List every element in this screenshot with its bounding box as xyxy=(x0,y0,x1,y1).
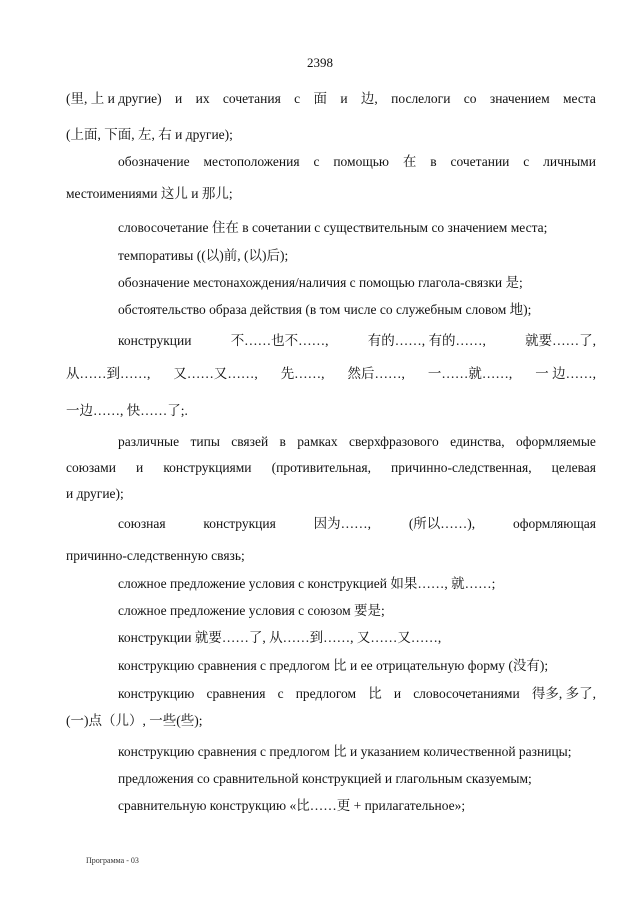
word: места xyxy=(562,91,596,106)
word: и xyxy=(340,91,348,106)
word: 先……, xyxy=(280,366,325,381)
text-line-9 xyxy=(118,333,596,349)
word: оформляемые xyxy=(516,434,596,449)
word: с xyxy=(523,154,530,169)
word: 然后……, xyxy=(347,366,405,381)
text-line-21 xyxy=(118,686,596,702)
word: в xyxy=(279,434,286,449)
word: и xyxy=(175,91,183,106)
text-line-1 xyxy=(66,91,596,107)
text-line-22: (一)点（儿）, 一些(些); xyxy=(66,713,203,728)
word: конструкциями xyxy=(163,460,252,475)
word: с xyxy=(313,154,320,169)
word: личными xyxy=(543,154,596,169)
word: причинно-следственная, xyxy=(391,460,532,475)
word: сочетании xyxy=(450,154,510,169)
text-line-23: конструкцию сравнения с предлогом 比 и указанием количественной разницы; xyxy=(118,744,572,759)
text-line-19: конструкции 就要……了, 从……到……, 又……又……, xyxy=(118,630,442,645)
text-line-10 xyxy=(66,366,596,382)
word: 在 xyxy=(402,154,417,169)
word: единства, xyxy=(450,434,505,449)
word: типы xyxy=(190,434,220,449)
word: конструкцию xyxy=(118,686,195,701)
word: различные xyxy=(118,434,180,449)
word: 又……又……, xyxy=(173,366,258,381)
word: союзами xyxy=(66,460,116,475)
word: помощью xyxy=(333,154,389,169)
word: с xyxy=(277,686,284,701)
word: 边, xyxy=(360,91,378,106)
word: конструкция xyxy=(203,516,276,531)
text-line-8: обстоятельство образа действия (в том числе со служебным словом 地); xyxy=(118,302,532,317)
text-line-24: предложения со сравнительной конструкцией и глагольным сказуемым; xyxy=(118,771,532,786)
text-line-15 xyxy=(118,516,596,532)
word: с xyxy=(294,91,301,106)
word: 一 边……, xyxy=(535,366,596,381)
word: 从……到……, xyxy=(66,366,151,381)
word: и xyxy=(136,460,144,475)
text-line-20: конструкцию сравнения с предлогом 比 и ее отрицательную форму (没有); xyxy=(118,658,549,673)
word: (里, 上 и другие) xyxy=(66,91,162,106)
word: (противительная, xyxy=(271,460,371,475)
word: 有的……, 有的……, xyxy=(367,333,486,348)
word: (所以……), xyxy=(408,516,476,531)
text-line-25: сравнительную конструкцию «比……更 + прилагательное»; xyxy=(118,798,466,813)
word: послелоги xyxy=(391,91,451,106)
text-line-7: обозначение местонахождения/наличия с помощью глагола-связки 是; xyxy=(118,275,523,290)
word: связей xyxy=(231,434,269,449)
text-line-13 xyxy=(66,460,596,476)
word: словосочетаниями xyxy=(413,686,520,701)
word: 比 xyxy=(368,686,382,701)
footer-label: Программа - 03 xyxy=(86,856,139,865)
text-line-17: сложное предложение условия с конструкцией 如果……, 就……; xyxy=(118,576,496,591)
word: целевая xyxy=(551,460,596,475)
word: сверхфразового xyxy=(348,434,439,449)
text-line-6: темпоративы ((以)前, (以)后); xyxy=(118,248,289,263)
word: 一……就……, xyxy=(427,366,513,381)
word: оформляющая xyxy=(512,516,596,531)
text-line-14: и другие); xyxy=(66,486,124,501)
word: значением xyxy=(489,91,550,106)
word: конструкции xyxy=(118,333,192,348)
text-line-3 xyxy=(118,154,596,170)
word: 得多, 多了, xyxy=(531,686,596,701)
word: предлогом xyxy=(295,686,357,701)
word: 不……也不……, xyxy=(230,333,329,348)
text-line-4: местоимениями 这儿 и 那儿; xyxy=(66,186,233,201)
word: в xyxy=(430,154,437,169)
word: рамках xyxy=(297,434,338,449)
text-line-5: словосочетание 住在 в сочетании с существительным со значением места; xyxy=(118,220,548,235)
word: их xyxy=(195,91,210,106)
word: обозначение xyxy=(118,154,190,169)
word: 面 xyxy=(313,91,327,106)
word: сравнения xyxy=(206,686,266,701)
word: местоположения xyxy=(203,154,300,169)
word: и xyxy=(393,686,402,701)
text-line-12 xyxy=(118,434,596,450)
word: сочетания xyxy=(222,91,281,106)
page-number: 2398 xyxy=(307,55,333,70)
text-line-11: 一边……, 快……了;. xyxy=(66,403,188,418)
word: 因为……, xyxy=(313,516,372,531)
text-line-16: причинно-следственную связь; xyxy=(66,548,245,563)
text-line-2: (上面, 下面, 左, 右 и другие); xyxy=(66,127,233,142)
word: союзная xyxy=(118,516,166,531)
word: со xyxy=(463,91,477,106)
word: 就要……了, xyxy=(525,333,596,348)
text-line-18: сложное предложение условия с союзом 要是; xyxy=(118,603,385,618)
